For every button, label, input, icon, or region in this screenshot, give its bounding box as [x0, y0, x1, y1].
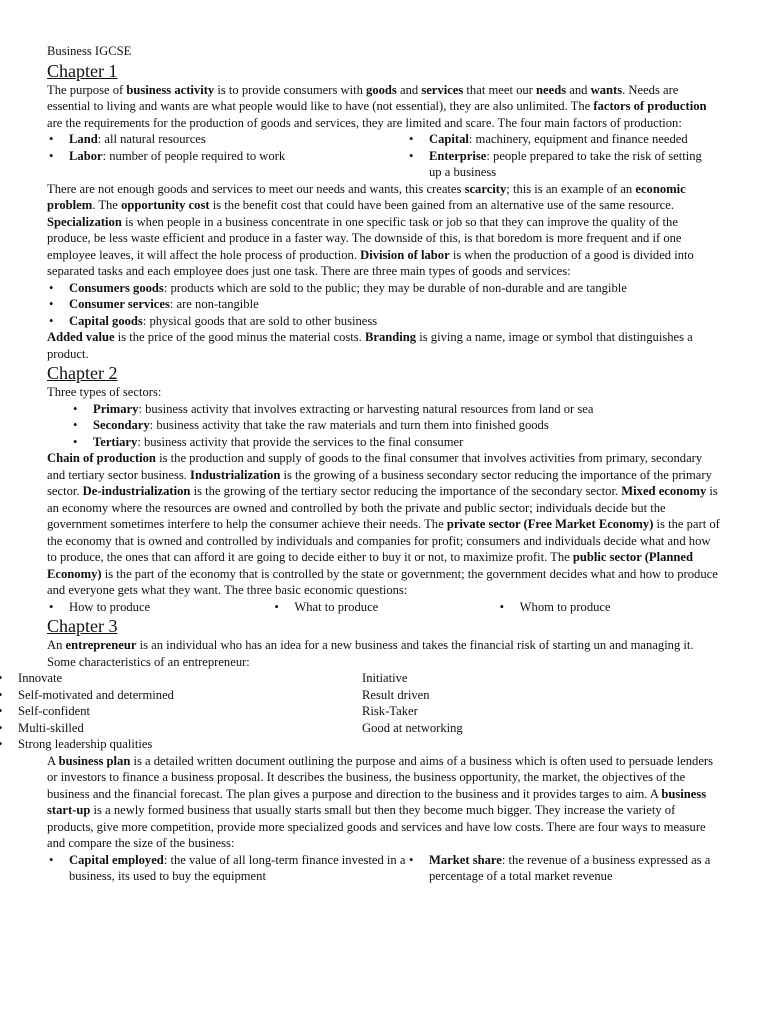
bold-term: Specialization — [47, 214, 122, 229]
bold-term: Mixed economy — [621, 484, 707, 498]
trait-item: • Strong leadership qualities — [0, 736, 362, 753]
bold-term: wants — [590, 82, 623, 97]
trait-item: • Innovate — [0, 670, 362, 687]
trait-item: Initiative — [362, 671, 408, 685]
list-item — [47, 296, 723, 313]
text-run: : all natural resources — [97, 132, 206, 146]
bold-term: Industrialization — [190, 467, 281, 482]
bold-term: services — [421, 82, 464, 97]
text-run: is the price of the good minus the material costs. — [114, 330, 365, 344]
bold-term: economic problem — [47, 181, 686, 212]
document-page — [18, 43, 723, 885]
text-run: A — [47, 753, 59, 768]
chapter-3-paragraph-2 — [47, 753, 723, 852]
text-run: . Needs are essential to living and wants are what people would like to have (not essential), they are also unlimited. The — [47, 82, 679, 113]
list-item — [71, 434, 723, 451]
chapter-1-heading: Chapter 1 — [47, 60, 118, 81]
bold-term: Consumer services — [69, 297, 170, 311]
bold-term: scarcity — [464, 181, 507, 196]
factors-right — [407, 131, 717, 181]
bold-term: business activity — [126, 82, 215, 97]
list-item — [71, 417, 723, 434]
text-run: : business activity that involves extracting or harvesting natural resources from land or sea — [138, 401, 594, 416]
question-item: • What to produce — [272, 599, 497, 616]
text-run: is the growing of a business secondary sector reducing the importance of the primary sector. — [47, 467, 712, 498]
entrepreneur-traits — [0, 670, 560, 753]
chapter-2-heading: Chapter 2 — [47, 363, 118, 383]
text-run: : business activity that provide the services to the final consumer — [137, 434, 464, 449]
economic-questions — [47, 599, 723, 616]
bold-term: business start-up — [47, 786, 707, 817]
course-title: Business IGCSE — [47, 44, 132, 58]
text-run: is an individual who has an idea for a new business and takes the financial risk of starting un and managing it. Some characteristics of an entrepreneur: — [47, 638, 694, 669]
bold-term: Consumers goods — [69, 280, 164, 295]
text-run: : products which are sold to the public; they may be durable of non-durable and are tangible — [163, 280, 627, 295]
chapter-2-paragraph-1 — [47, 450, 723, 599]
question-item: • Whom to produce — [498, 599, 723, 616]
text-run: There are not enough goods and services to meet our needs and wants, this creates — [47, 181, 465, 196]
bold-term: Tertiary — [93, 434, 138, 449]
text-run: and — [566, 82, 591, 97]
text-run: : physical goods that are sold to other business — [142, 313, 378, 328]
bold-term: entrepreneur — [65, 638, 137, 652]
list-item — [407, 852, 717, 885]
text-run: ; this is an example of an — [506, 181, 636, 196]
text-run: is the part of the economy that is controlled by the state or government; the government decides what and how to produce and everyone gets what they want. The three basic economic questions: — [47, 566, 718, 597]
text-run: are the requirements for the production of goods and services, they are limited and scare. The four main factors of production: — [47, 115, 682, 130]
chapter-1-paragraph-1 — [47, 82, 723, 132]
text-run: is giving a name, image or symbol that distinguishes a product. — [47, 330, 693, 361]
bold-term: Division of labor — [360, 247, 450, 262]
text-run: that meet our — [463, 82, 537, 97]
text-run: . The — [92, 198, 122, 212]
chapter-1-paragraph-2 — [47, 181, 723, 280]
bold-term: Enterprise — [429, 148, 487, 163]
chapter-3-paragraph-1 — [47, 637, 723, 670]
text-run: The purpose of — [47, 82, 127, 97]
traits-left — [0, 670, 362, 753]
size-measures — [47, 852, 723, 885]
text-run: and — [396, 82, 422, 97]
text-run: : number of people required to work — [102, 148, 286, 163]
text-run: : the value of all long-term finance invested in a business, its used to buy the equipment — [69, 852, 406, 883]
list-item — [47, 280, 723, 297]
text-run: An — [47, 638, 66, 652]
text-run: is the production and supply of goods to the final consumer that involves activities from primary, secondary and tertiary sector business. — [47, 451, 703, 482]
list-item — [407, 148, 717, 181]
bold-term: public sector (Planned Economy) — [47, 550, 693, 581]
measures-left — [47, 852, 407, 885]
list-item — [47, 131, 407, 148]
list-item — [71, 401, 723, 418]
bold-term: opportunity cost — [121, 198, 210, 212]
bold-term: Chain of production — [47, 451, 156, 465]
list-item — [47, 148, 407, 165]
list-item — [47, 852, 407, 885]
text-run: : the revenue of a business expressed as a percentage of a total market revenue — [429, 852, 711, 883]
bold-term: Branding — [364, 330, 417, 344]
measures-right — [407, 852, 717, 885]
bold-term: Land — [69, 132, 98, 146]
bold-term: De-industrialization — [82, 484, 191, 498]
factors-list — [47, 131, 723, 181]
goods-list — [47, 280, 723, 330]
text-run: is the growing of the tertiary sector reducing the importance of the secondary sector. — [190, 484, 622, 498]
trait-item: • Self-motivated and determined — [0, 687, 362, 704]
trait-item: Risk-Taker — [362, 704, 418, 718]
sectors-list — [47, 401, 723, 451]
trait-item: Result driven — [362, 687, 430, 702]
bold-term: business plan — [58, 753, 131, 768]
trait-item: • Multi-skilled — [0, 720, 362, 737]
bold-term: Added value — [47, 330, 115, 344]
text-run: is to provide consumers with — [214, 82, 367, 97]
question-item: • How to produce — [47, 599, 272, 616]
text-run: : business activity that take the raw materials and turn them into finished goods — [149, 418, 549, 432]
text-run: is when the production of a good is divided into separated tasks and each employee does just one task. There are three main types of goods and services: — [47, 247, 694, 278]
traits-right — [362, 670, 463, 753]
list-item — [407, 131, 717, 148]
bold-term: Capital goods — [69, 313, 143, 328]
bold-term: Capital employed — [69, 852, 164, 867]
text-run: is a newly formed business that usually starts small but then they become much bigger. They increase the variety of products, give more competition, provide more specialized goods and services and have low costs. There are four ways to measure and compare the size of the business: — [47, 803, 706, 850]
bold-term: Market share — [429, 852, 502, 867]
text-run: is an economy where the resources are owned and controlled by both the private and public sector; individuals decide but the government sometimes interfere to help the consumer achieve their needs. The — [47, 484, 718, 531]
sectors-intro: Three types of sectors: — [47, 385, 162, 399]
bold-term: goods — [366, 82, 397, 97]
text-run: is the benefit cost that could have been gained from an alternative use of the same resource. — [209, 198, 674, 212]
bold-term: Capital — [429, 132, 469, 146]
text-run: is a detailed written document outlining the purpose and aims of a business which is often used to persuade lenders or investors to finance a business proposal. It describes the business, the business opportunity, the market, the objectives of the business and the financial forecast. The plan gives a purpose and direction to the business and it provides targes to aim. A — [47, 753, 714, 801]
chapter-1-paragraph-3 — [47, 329, 723, 362]
bold-term: factors of production — [593, 99, 707, 113]
bold-term: private sector (Free Market Economy) — [446, 517, 654, 531]
factors-left — [47, 131, 407, 181]
bold-term: needs — [536, 82, 567, 97]
text-run: : are non-tangible — [169, 297, 259, 311]
list-item — [47, 313, 723, 330]
chapter-3-heading: Chapter 3 — [47, 616, 118, 636]
trait-item: Good at networking — [362, 720, 463, 735]
text-run: is when people in a business concentrate in one specific task or job so that they can improve the quality of the produce, be less waste efficient and produce in a faster way. The downside of this, is that boredom is more frequent and if one employee leaves, it will affect the hole process of production. — [47, 214, 682, 262]
text-run: : machinery, equipment and finance needed — [468, 132, 688, 146]
text-run: : people prepared to take the risk of setting up a business — [429, 148, 702, 179]
bold-term: Primary — [93, 401, 139, 416]
trait-item: • Self-confident — [0, 703, 362, 720]
bold-term: Labor — [69, 148, 103, 163]
text-run: is the part of the economy that is owned and controlled by individuals and companies for profit; consumers and individuals decide what and how to produce, the ones that can afford it are going to decide either to buy it or not, to maximize profit. The — [47, 517, 720, 564]
bold-term: Secondary — [93, 418, 150, 432]
